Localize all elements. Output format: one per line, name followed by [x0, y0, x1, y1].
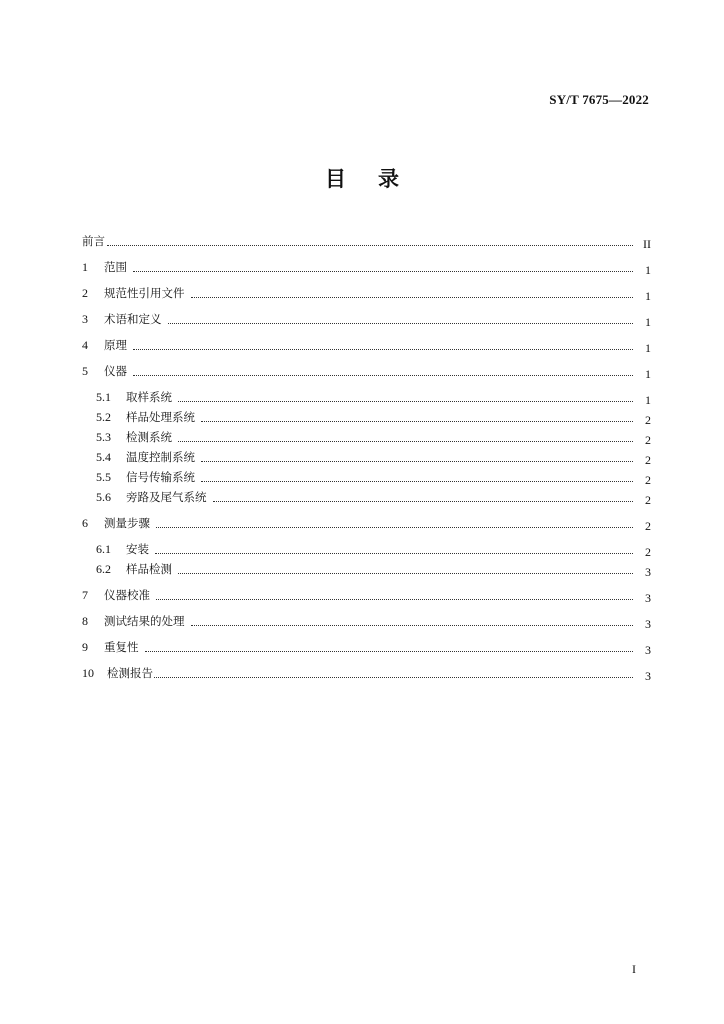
dot-leader: [201, 420, 633, 422]
toc-entry-title: 原理: [104, 338, 127, 352]
toc-entry-number: 5.3: [96, 430, 111, 444]
toc-entry-title: 温度控制系统: [126, 450, 195, 464]
toc-entry-title: 术语和定义: [104, 312, 162, 326]
toc-entry-9[interactable]: [82, 639, 651, 655]
toc-entry-number: 9: [82, 640, 88, 654]
toc-entry-title: 规范性引用文件: [104, 286, 185, 300]
dot-leader: [133, 374, 633, 376]
toc-entry-1[interactable]: [82, 259, 651, 275]
toc-entry-5[interactable]: [82, 363, 651, 379]
toc-entry-title: 信号传输系统: [126, 470, 195, 484]
toc-entry-number: 5.4: [96, 450, 111, 464]
toc-entry-5-1[interactable]: [82, 389, 651, 405]
toc-entry-title: 测试结果的处理: [104, 614, 185, 628]
toc-entry-page: 3: [645, 591, 651, 605]
toc-entry-title: 测量步骤: [104, 516, 150, 530]
dot-leader: [156, 526, 633, 528]
dot-leader: [201, 480, 633, 482]
toc-entry-page: 2: [645, 545, 651, 559]
toc-entry-page: 3: [645, 669, 651, 683]
toc-entry-title: 取样系统: [126, 390, 172, 404]
toc-entry-number: 8: [82, 614, 88, 628]
toc-entry-number: 5.1: [96, 390, 111, 404]
toc-entry-page: 3: [645, 565, 651, 579]
toc-entry-page: 2: [645, 453, 651, 467]
toc-entry-number: 5: [82, 364, 88, 378]
toc-entry-5-6[interactable]: [82, 489, 651, 505]
toc-entry-title: 检测报告: [107, 666, 153, 680]
toc-entry-10[interactable]: [82, 665, 651, 681]
toc-entry-number: 3: [82, 312, 88, 326]
toc-entry-8[interactable]: [82, 613, 651, 629]
dot-leader: [145, 650, 634, 652]
toc-entry-title: 检测系统: [126, 430, 172, 444]
dot-leader: [133, 348, 633, 350]
toc-entry-title: 重复性: [104, 640, 139, 654]
dot-leader: [191, 624, 634, 626]
toc-entry-number: 4: [82, 338, 88, 352]
toc-entry-page: 3: [645, 617, 651, 631]
dot-leader: [155, 552, 633, 554]
toc-entry-5-3[interactable]: [82, 429, 651, 445]
toc-entry-title: 仪器校准: [104, 588, 150, 602]
toc-entry-page: 1: [645, 263, 651, 277]
toc-entry-page: 3: [645, 643, 651, 657]
toc-title: 目录: [325, 167, 431, 191]
toc-entry-5-5[interactable]: [82, 469, 651, 485]
dot-leader: [213, 500, 634, 502]
toc-entry-number: 7: [82, 588, 88, 602]
toc-entry-page: II: [643, 237, 651, 251]
toc-entry-title: 样品检测: [126, 562, 172, 576]
toc-entry-title: 旁路及尾气系统: [126, 490, 207, 504]
toc-entry-number: 6: [82, 516, 88, 530]
dot-leader: [178, 572, 633, 574]
toc-entry-3[interactable]: [82, 311, 651, 327]
toc-entry-page: 2: [645, 413, 651, 427]
toc-entry-6[interactable]: [82, 515, 651, 531]
toc-entry-title: 范围: [104, 260, 127, 274]
toc-entry-2[interactable]: [82, 285, 651, 301]
toc-entry-7[interactable]: [82, 587, 651, 603]
dot-leader: [156, 598, 633, 600]
toc-entry-page: 1: [645, 315, 651, 329]
dot-leader: [107, 244, 633, 246]
dot-leader: [178, 440, 633, 442]
toc-entry-number: 6.2: [96, 562, 111, 576]
dot-leader: [201, 460, 633, 462]
dot-leader: [168, 322, 634, 324]
standard-code: SY/T 7675—2022: [549, 92, 649, 107]
toc-entry-page: 2: [645, 493, 651, 507]
toc-entry-page: 2: [645, 519, 651, 533]
toc-entry-number: 5.5: [96, 470, 111, 484]
toc-entry-number: 5.6: [96, 490, 111, 504]
dot-leader: [133, 270, 633, 272]
toc-entry-page: 1: [645, 367, 651, 381]
toc-entry-number: 10: [82, 666, 94, 680]
dot-leader: [191, 296, 634, 298]
toc-entry-number: 1: [82, 260, 88, 274]
toc-entry-4[interactable]: [82, 337, 651, 353]
toc-entry-page: 2: [645, 473, 651, 487]
toc-entry-number: 2: [82, 286, 88, 300]
toc-entry-number: 6.1: [96, 542, 111, 556]
toc-entry-5-2[interactable]: [82, 409, 651, 425]
toc-entry-5-4[interactable]: [82, 449, 651, 465]
toc-entry-number: 5.2: [96, 410, 111, 424]
page-number: I: [632, 962, 636, 976]
toc-entry-page: 2: [645, 433, 651, 447]
dot-leader: [178, 400, 633, 402]
toc-entry-title: 仪器: [104, 364, 127, 378]
toc-entry-page: 1: [645, 341, 651, 355]
toc-entry-6-1[interactable]: [82, 541, 651, 557]
toc-entry-6-2[interactable]: [82, 561, 651, 577]
toc-entry-title: 前言: [82, 234, 105, 248]
toc-entry-page: 1: [645, 289, 651, 303]
toc-entry-page: 1: [645, 393, 651, 407]
dot-leader: [154, 676, 633, 678]
toc-entry-title: 样品处理系统: [126, 410, 195, 424]
toc-entry-title: 安装: [126, 542, 149, 556]
toc-entry-foreword[interactable]: [82, 233, 651, 249]
